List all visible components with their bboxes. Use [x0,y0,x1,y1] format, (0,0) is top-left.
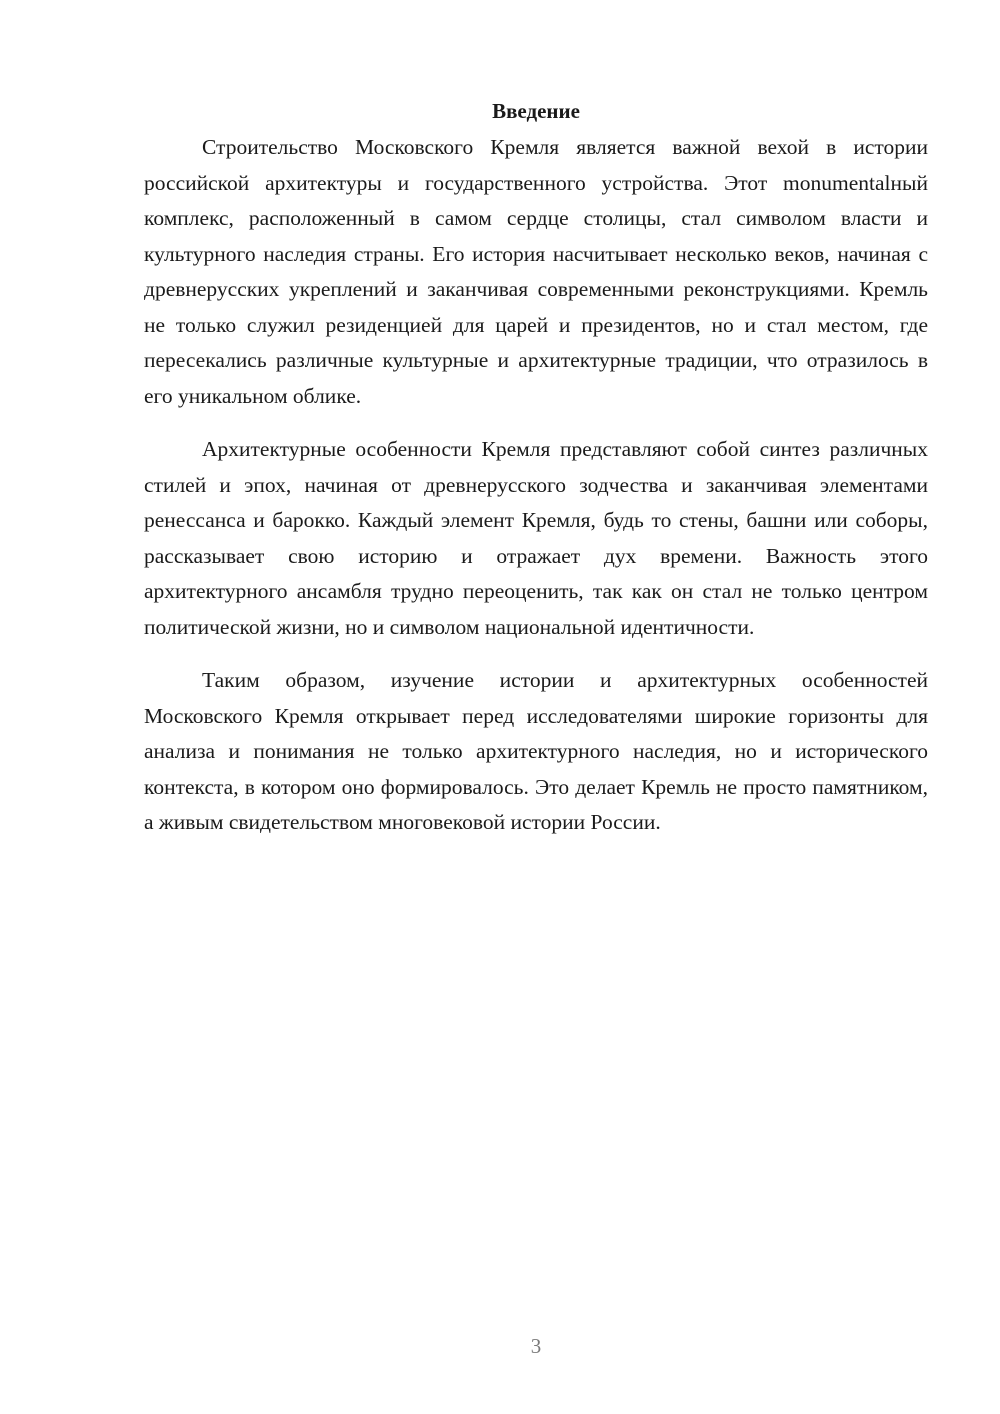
paragraph-3: Таким образом, изучение истории и архитектурных особенностей Московского Кремля открывает перед исследователями широкие горизонты для анализа и понимания не только архитектурного наследия, но и исторического контекста, в котором оно формировалось. Это делает Кремль не просто памятником, а живым свидетельством многовековой истории России. [144,668,928,834]
page-number: 3 [530,1334,542,1358]
paragraph-1: Строительство Московского Кремля является важной вехой в истории российской архитектуры и государственного устройства. Этот monumentalный комплекс, расположенный в самом сердце столицы, стал символом власти и культурного наследия страны. Его история насчитывает несколько веков, начиная с древнерусских укреплений и заканчивая современными реконструкциями. Кремль не только служил резиденцией для царей и президентов, но и стал местом, где пересекались различные культурные и архитектурные традиции, что отразилось в его уникальном облике. [144,135,928,408]
paragraph-2: Архитектурные особенности Кремля представляют собой синтез различных стилей и эпох, начиная от древнерусского зодчества и заканчивая элементами ренессанса и барокко. Каждый элемент Кремля, будь то стены, башни или соборы, рассказывает свою историю и отражает дух времени. Важность этого архитектурного ансамбля трудно переоценить, так как он стал не только центром политической жизни, но и символом национальной идентичности. [144,437,928,639]
page-body [144,96,928,859]
section-heading: Введение [492,99,580,123]
